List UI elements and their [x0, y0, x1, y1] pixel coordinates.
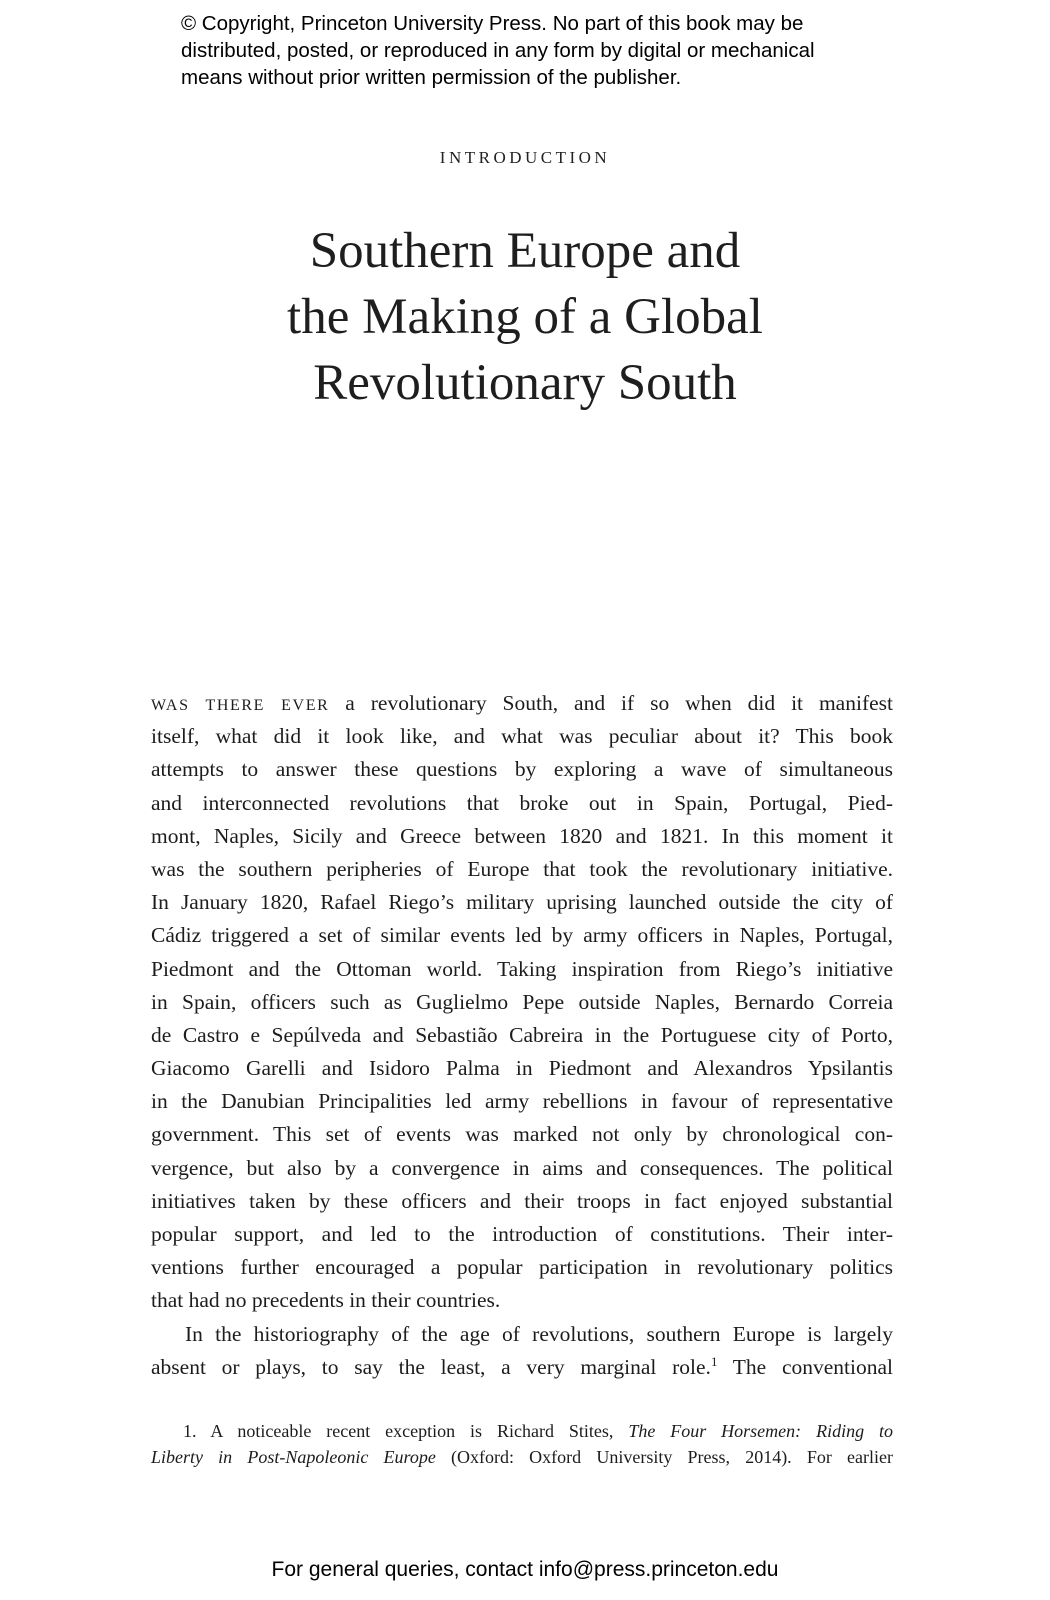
body-line: de Castro e Sepúlveda and Sebastião Cabreira in the Portuguese city of Porto,	[151, 1022, 893, 1047]
copyright-line: © Copyright, Princeton University Press. No part of this book may be	[181, 12, 804, 35]
body-line: absent or plays, to say the least, a very marginal role.$^1$ The conventional	[151, 1353, 893, 1379]
body-line: Piedmont and the Ottoman world. Taking inspiration from Riego’s initiative	[151, 956, 893, 981]
body-line: Giacomo Garelli and Isidoro Palma in Piedmont and Alexandros Ypsilantis	[151, 1056, 893, 1081]
body-line: Cádiz triggered a set of similar events led by army officers in Naples, Portugal,	[151, 923, 893, 948]
body-line: in the Danubian Principalities led army rebellions in favour of representative	[151, 1089, 893, 1114]
body-line: mont, Naples, Sicily and Greece between 1820 and 1821. In this moment it	[151, 823, 893, 848]
body-line: itself, what did it look like, and what was peculiar about it? This book	[151, 724, 893, 749]
copyright-line: means without prior written permission of the publisher.	[181, 66, 682, 89]
chapter-label: INTRODUCTION	[439, 148, 611, 167]
footnote-line: 1. A noticeable recent exception is Richard Stites, The Four Horsemen: Riding to	[183, 1421, 893, 1441]
body-line: attempts to answer these questions by exploring a wave of simultaneous	[151, 757, 893, 782]
contact-footer: For general queries, contact info@press.princeton.edu	[271, 1558, 779, 1581]
body-line: popular support, and led to the introduction of constitutions. Their inter-	[151, 1222, 893, 1246]
copyright-line: distributed, posted, or reproduced in any form by digital or mechanical	[181, 39, 815, 62]
footnote-line: Liberty in Post-Napoleonic Europe (Oxford: Oxford University Press, 2014). For earlier	[151, 1447, 894, 1467]
chapter-title-line: the Making of a Global	[287, 289, 763, 345]
body-line: ventions further encouraged a popular participation in revolutionary politics	[151, 1255, 893, 1280]
body-line: In the historiography of the age of revolutions, southern Europe is largely	[185, 1321, 893, 1346]
body-line: vergence, but also by a convergence in aims and consequences. The political	[151, 1155, 893, 1180]
body-line: WAS THERE EVER a revolutionary South, and if so when did it manifest	[151, 691, 893, 715]
footnote-book-title: Liberty in Post-Napoleonic Europe	[151, 1447, 436, 1467]
footnote-book-title: The Four Horsemen: Riding to	[628, 1421, 893, 1441]
body-line: that had no precedents in their countries.	[151, 1288, 501, 1313]
copyright-notice	[181, 10, 901, 91]
footnote-reference: 1	[710, 1353, 718, 1369]
body-line: initiatives taken by these officers and their troops in fact enjoyed substantial	[151, 1188, 893, 1213]
chapter-title	[0, 218, 1050, 416]
chapter-title-line: Southern Europe and	[309, 223, 741, 279]
body-line: government. This set of events was marked not only by chronological con-	[151, 1122, 893, 1147]
chapter-title-line: Revolutionary South	[313, 355, 737, 411]
body-text	[151, 687, 893, 1384]
body-line: In January 1820, Rafael Riego’s military uprising launched outside the city of	[151, 890, 893, 915]
body-line: was the southern peripheries of Europe that took the revolutionary initiative.	[151, 856, 893, 881]
body-line: and interconnected revolutions that broke out in Spain, Portugal, Pied-	[151, 790, 893, 815]
lead-in-smallcaps: WAS THERE EVER	[151, 697, 330, 714]
footnote	[151, 1418, 893, 1470]
body-line: in Spain, officers such as Guglielmo Pepe outside Naples, Bernardo Correia	[151, 989, 893, 1014]
